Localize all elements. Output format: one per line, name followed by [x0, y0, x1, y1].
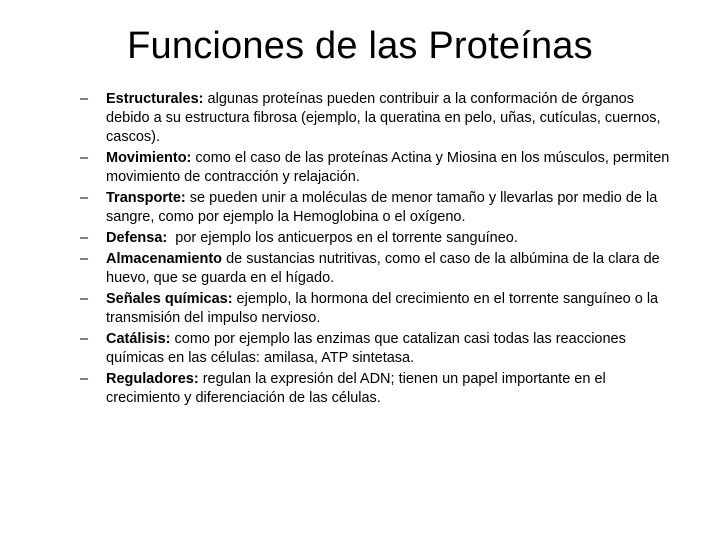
- bullet-text: como el caso de las proteínas Actina y Miosina en los músculos, permiten movimiento de contracción y relajación.: [106, 150, 670, 185]
- bullet-term: Estructurales:: [106, 91, 204, 107]
- bullet-term: Catálisis:: [106, 331, 171, 347]
- bullet-item-reguladores: [80, 370, 680, 408]
- bullet-text: algunas proteínas pueden contribuir a la conformación de órganos debido a su estructura fibrosa (ejemplo, la queratina en pelo, uñas, cutículas, cuernos, cascos).: [106, 91, 661, 145]
- bullet-text: se pueden unir a moléculas de menor tamaño y llevarlas por medio de la sangre, como por ejemplo la Hemoglobina o el oxígeno.: [106, 190, 658, 225]
- bullet-dash: –: [80, 251, 89, 267]
- bullet-term: Defensa:: [106, 230, 168, 246]
- bullet-dash: –: [80, 331, 89, 347]
- bullet-text: por ejemplo los anticuerpos en el torrente sanguíneo.: [167, 230, 518, 246]
- bullet-item-defensa: [80, 229, 680, 248]
- bullet-term: Reguladores:: [106, 371, 199, 387]
- bullet-dash: –: [80, 371, 89, 387]
- bullet-item-estructurales: [80, 90, 680, 147]
- bullet-item-movimiento: [80, 149, 680, 187]
- bullet-term: Señales químicas:: [106, 291, 233, 307]
- bullet-item-senales-quimicas: [80, 290, 680, 328]
- slide-title: Funciones de las Proteínas: [127, 25, 593, 67]
- bullet-item-almacenamiento: [80, 250, 680, 288]
- bullet-text: ejemplo, la hormona del crecimiento en el torrente sanguíneo o la transmisión del impulso nervioso.: [106, 291, 659, 326]
- bullet-item-catalisis: [80, 330, 680, 368]
- bullet-term: Transporte:: [106, 190, 186, 206]
- bullet-text: como por ejemplo las enzimas que catalizan casi todas las reacciones químicas en las células: amilasa, ATP sintetasa.: [106, 331, 626, 366]
- bullet-list: [80, 90, 680, 410]
- bullet-text: de sustancias nutritivas, como el caso de la albúmina de la clara de huevo, que se guarda en el hígado.: [106, 251, 660, 286]
- bullet-dash: –: [80, 91, 89, 107]
- bullet-item-transporte: [80, 189, 680, 227]
- bullet-dash: –: [80, 291, 89, 307]
- bullet-dash: –: [80, 190, 89, 206]
- bullet-dash: –: [80, 230, 89, 246]
- bullet-text: regulan la expresión del ADN; tienen un papel importante en el crecimiento y diferenciación de las células.: [106, 371, 606, 406]
- bullet-dash: –: [80, 150, 89, 166]
- bullet-term: Movimiento:: [106, 150, 192, 166]
- bullet-term: Almacenamiento: [106, 251, 223, 267]
